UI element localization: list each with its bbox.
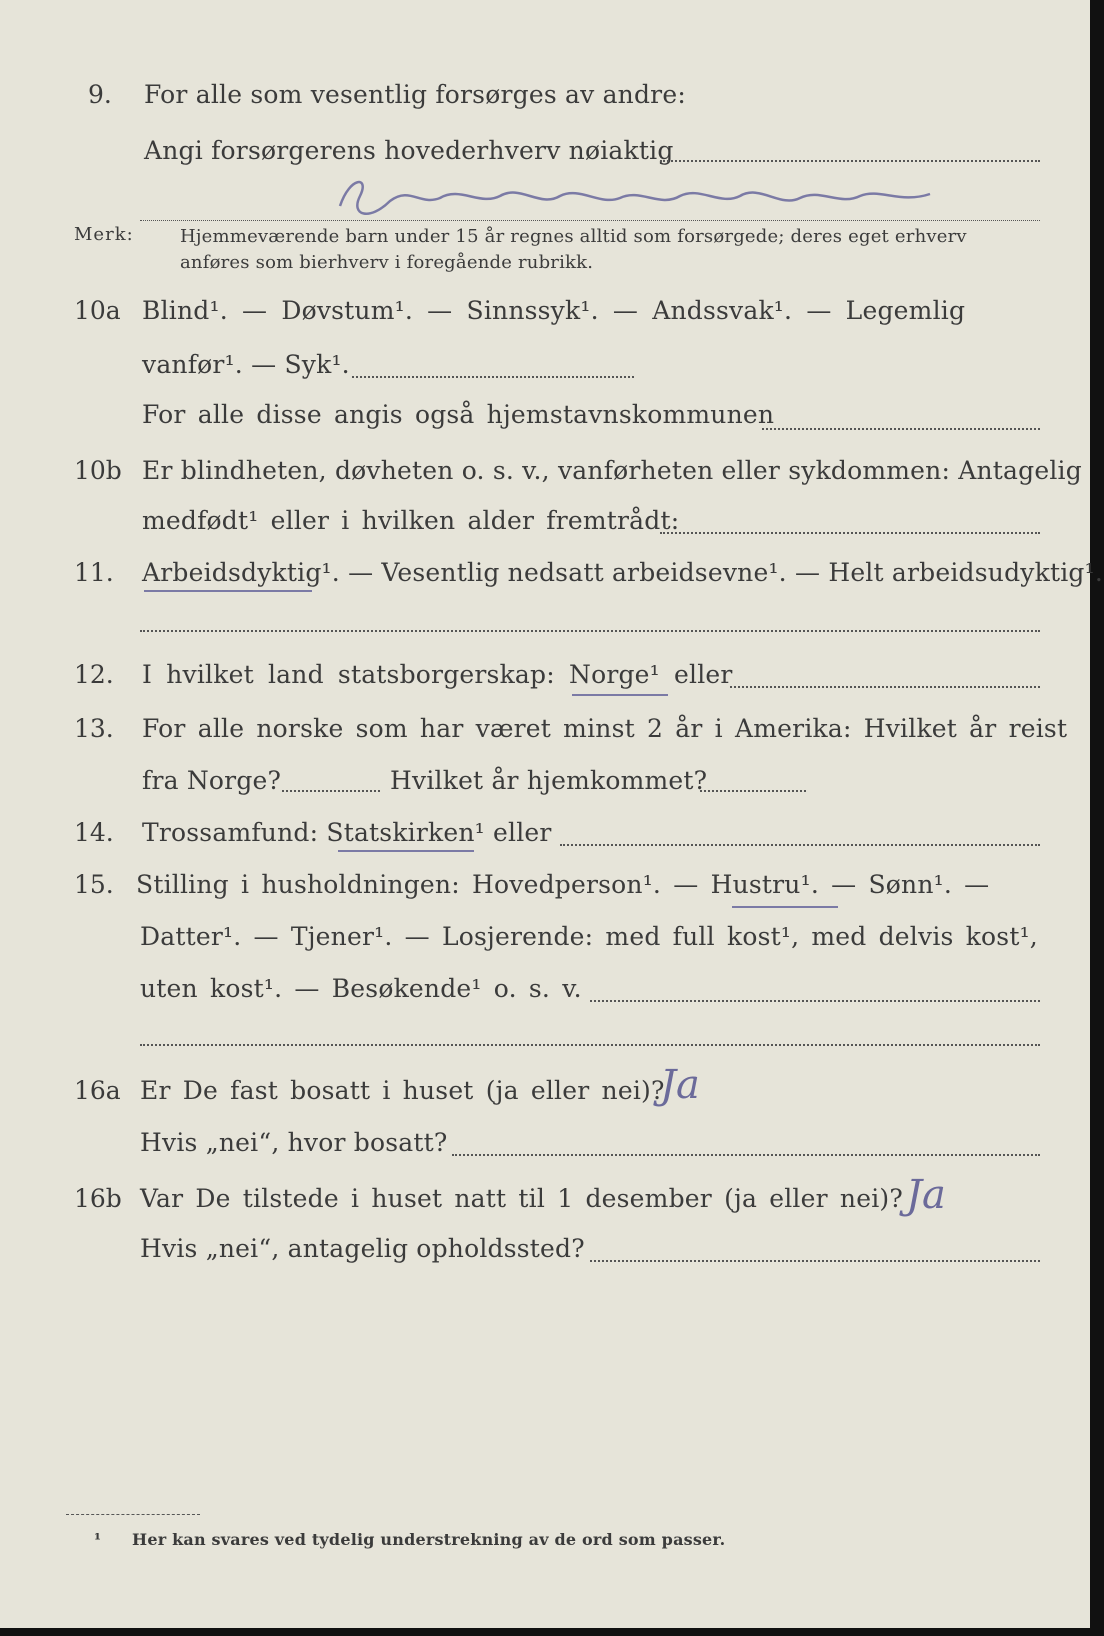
item-number-9: 9. — [88, 80, 112, 109]
q16a-residence-line[interactable] — [452, 1154, 1040, 1156]
q12-line1: I hvilket land statsborgerskap: Norge¹ eller — [142, 660, 733, 689]
q16b-handwritten-answer: Ja — [906, 1172, 946, 1218]
q14-underline-mark — [338, 850, 474, 852]
q15-answer-line[interactable] — [590, 1000, 1040, 1002]
q12-underline-mark — [572, 694, 668, 696]
q13-line2b: Hvilket år hjemkommet? — [390, 766, 708, 795]
q15-line1: Stilling i husholdningen: Hovedperson¹. — Hustru¹. — Sønn¹. — — [136, 870, 990, 899]
q13-line2a: fra Norge? — [142, 766, 282, 795]
q16b-location-line[interactable] — [590, 1260, 1040, 1262]
q15-line2: Datter¹. — Tjener¹. — Losjerende: med full kost¹, med delvis kost¹, — [140, 922, 1038, 951]
q10b-answer-line[interactable] — [660, 532, 1040, 534]
q10b-line1: Er blindheten, døvheten o. s. v., vanførheten eller sykdommen: Antagelig — [142, 456, 1082, 485]
q16a-handwritten-answer: Ja — [660, 1062, 700, 1108]
q9-line1: For alle som vesentlig forsørges av andre: — [144, 80, 686, 109]
item-number-14: 14. — [74, 818, 114, 847]
q9-answer-line-2[interactable] — [140, 220, 1040, 221]
item-number-10a: 10a — [74, 296, 121, 325]
q13-line1: For alle norske som har været minst 2 år i Amerika: Hvilket år reist — [142, 714, 1068, 743]
q10a-line1: Blind¹. — Døvstum¹. — Sinnssyk¹. — Andssvak¹. — Legemlig — [142, 296, 966, 325]
q16a-line1: Er De fast bosatt i huset (ja eller nei)? — [140, 1076, 665, 1105]
q9-handwritten-answer — [330, 166, 950, 226]
q15-underline-mark — [732, 906, 838, 908]
q13-year-left-line[interactable] — [282, 790, 380, 792]
footnote-separator — [66, 1514, 200, 1515]
note-line1: Hjemmeværende barn under 15 år regnes alltid som forsørgede; deres eget erhverv — [180, 226, 967, 247]
q12-answer-line[interactable] — [730, 686, 1040, 688]
note-line2: anføres som bierhverv i foregående rubrikk. — [180, 252, 594, 273]
q10b-line2: medfødt¹ eller i hvilken alder fremtrådt: — [142, 506, 680, 535]
footnote-marker: ¹ — [94, 1530, 102, 1549]
q9-answer-line[interactable] — [660, 160, 1040, 162]
q16b-line2: Hvis „nei“, antagelig opholdssted? — [140, 1234, 585, 1263]
q14-answer-line[interactable] — [560, 844, 1040, 846]
q16b-line1: Var De tilstede i huset natt til 1 desember (ja eller nei)? — [140, 1184, 903, 1213]
q10a-line3: For alle disse angis også hjemstavnskommunen — [142, 400, 775, 429]
item-number-12: 12. — [74, 660, 114, 689]
item-number-16b: 16b — [74, 1184, 122, 1213]
q16a-line2: Hvis „nei“, hvor bosatt? — [140, 1128, 448, 1157]
item-number-15: 15. — [74, 870, 114, 899]
q11-answer-line[interactable] — [140, 630, 1040, 632]
q15-line3: uten kost¹. — Besøkende¹ o. s. v. — [140, 974, 582, 1003]
note-label: Merk: — [74, 224, 134, 245]
q11-underline-mark — [144, 590, 312, 592]
q9-line2: Angi forsørgerens hovederhverv nøiaktig — [144, 136, 674, 165]
item-number-16a: 16a — [74, 1076, 121, 1105]
q10a-answer-line[interactable] — [352, 376, 634, 378]
footnote-text: Her kan svares ved tydelig understrekning av de ord som passer. — [132, 1530, 726, 1549]
item-number-11: 11. — [74, 558, 114, 587]
q10a-home-municipality-line[interactable] — [762, 428, 1040, 430]
q15-answer-line-2[interactable] — [140, 1044, 1040, 1046]
item-number-13: 13. — [74, 714, 114, 743]
q13-year-returned-line[interactable] — [700, 790, 806, 792]
q14-line1: Trossamfund: Statskirken¹ eller — [142, 818, 552, 847]
q10a-line2: vanfør¹. — Syk¹. — [142, 350, 350, 379]
item-number-10b: 10b — [74, 456, 122, 485]
q11-line1: Arbeidsdyktig¹. — Vesentlig nedsatt arbeidsevne¹. — Helt arbeidsudyktig¹. — [142, 558, 1103, 587]
